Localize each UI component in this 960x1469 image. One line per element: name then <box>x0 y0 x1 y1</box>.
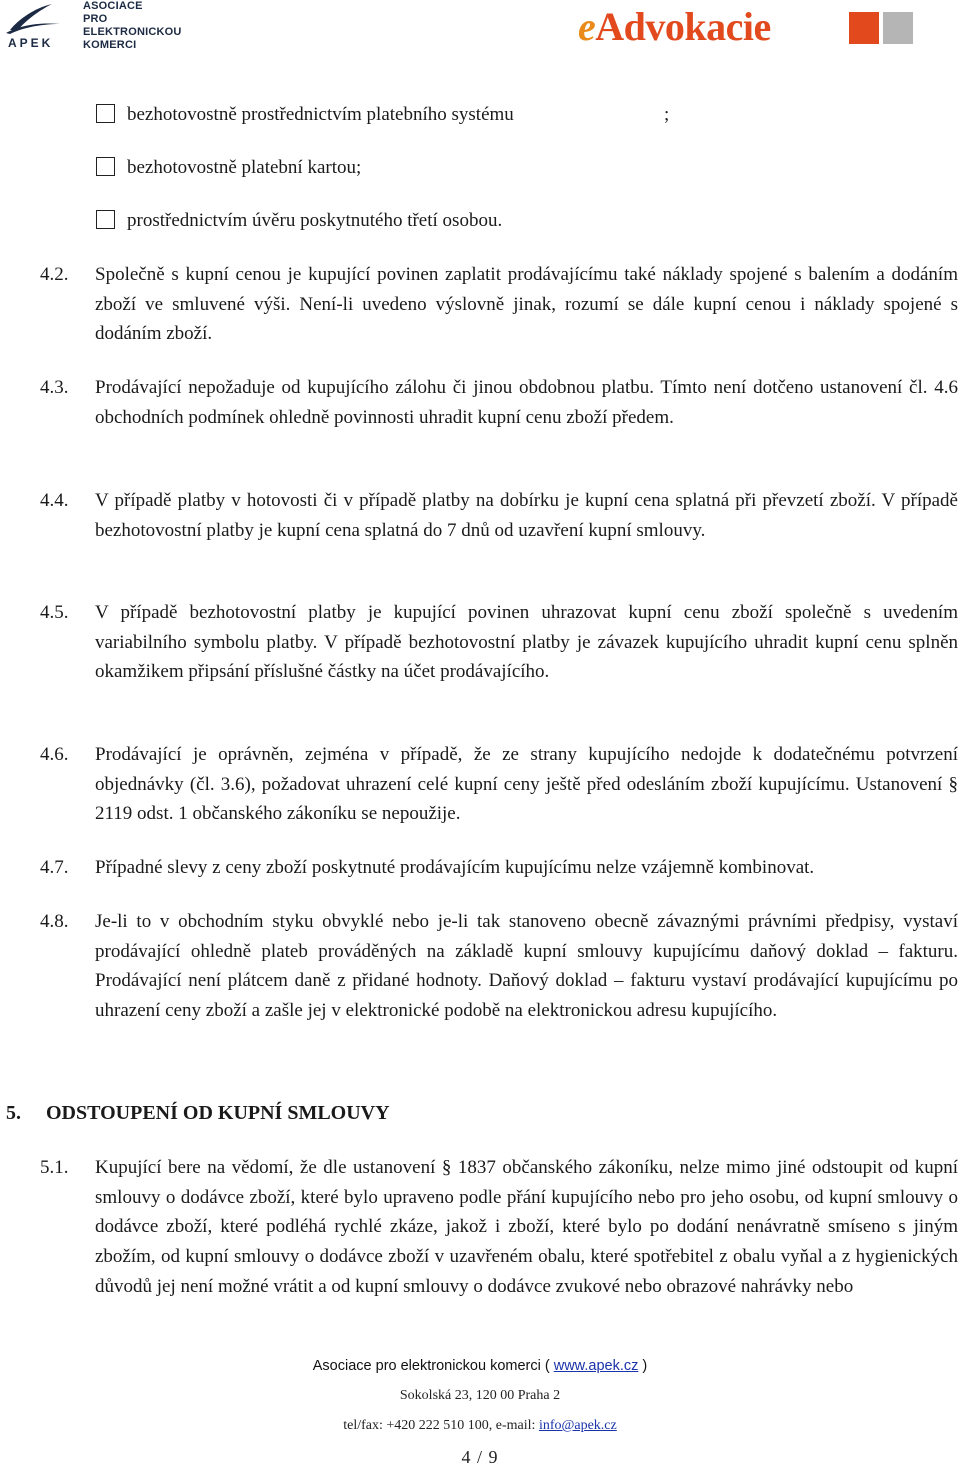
footer-web-link[interactable]: www.apek.cz <box>553 1358 639 1374</box>
checkbox[interactable] <box>96 104 115 123</box>
apek-wordmark: APEK <box>8 36 54 50</box>
apek-org-name: ASOCIACE PRO ELEKTRONICKOU KOMERCI <box>83 0 182 51</box>
checkbox[interactable] <box>96 210 115 229</box>
footer-org-line: Asociace pro elektronickou komerci ( www.apek.cz ) <box>312 1358 648 1374</box>
footer-address: Sokolská 23, 120 00 Praha 2 <box>399 1388 561 1403</box>
footer-email-link[interactable]: info@apek.cz <box>538 1418 617 1433</box>
logo-square-red <box>849 12 879 44</box>
logo-square-gray <box>883 12 913 44</box>
page-header: APEK ASOCIACE PRO ELEKTRONICKOU KOMERCI eAdvokacie <box>0 0 960 60</box>
checkbox[interactable] <box>96 157 115 176</box>
page-number: 4 / 9 <box>461 1447 499 1467</box>
apek-swoosh-icon <box>4 0 64 34</box>
apek-logo <box>4 0 184 56</box>
checkbox-trailing-semicolon: ; <box>664 104 670 125</box>
footer-contact-line: tel/fax: +420 222 510 100, e-mail: info@apek.cz <box>343 1418 617 1433</box>
